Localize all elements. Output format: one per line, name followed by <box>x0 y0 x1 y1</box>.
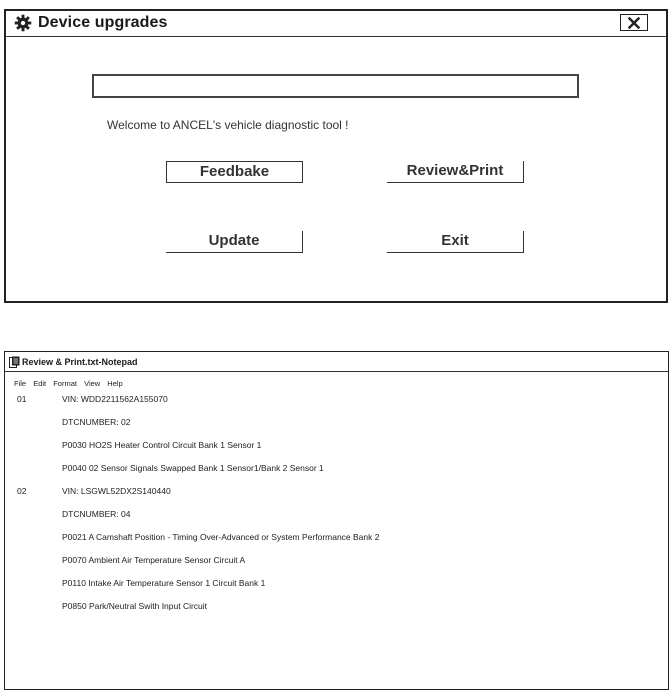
device-upgrades-window <box>4 9 668 303</box>
text-line <box>5 509 668 523</box>
gear-icon <box>14 14 32 32</box>
text-line <box>5 555 668 569</box>
line-text: P0021 A Camshaft Position - Timing Over-Advanced or System Performance Bank 2 <box>62 532 380 542</box>
line-text: P0110 Intake Air Temperature Sensor 1 Circuit Bank 1 <box>62 578 266 588</box>
close-button[interactable] <box>620 14 648 31</box>
menu-view[interactable]: View <box>84 379 101 388</box>
notepad-titlebar <box>5 352 668 372</box>
line-text: VIN: WDD2211562A155070 <box>62 394 168 404</box>
notepad-title: Review & Print.txt-Notepad <box>22 357 138 367</box>
update-button[interactable]: Update <box>166 231 303 253</box>
text-line <box>5 486 668 500</box>
menu-bar <box>14 379 128 388</box>
line-text: DTCNUMBER: 04 <box>62 509 131 519</box>
line-text: P0070 Ambient Air Temperature Sensor Circuit A <box>62 555 246 565</box>
text-line <box>5 440 668 454</box>
text-line <box>5 532 668 546</box>
line-text: P0850 Park/Neutral Swith Input Circuit <box>62 601 208 611</box>
line-number: 02 <box>17 486 27 496</box>
line-number: 01 <box>17 394 27 404</box>
status-input[interactable] <box>92 74 579 98</box>
menu-file[interactable]: File <box>14 379 27 388</box>
line-text: P0030 HO2S Heater Control Circuit Bank 1 Sensor 1 <box>62 440 262 450</box>
notepad-icon <box>9 356 20 368</box>
line-text: P0040 02 Sensor Signals Swapped Bank 1 Sensor1/Bank 2 Sensor 1 <box>62 463 324 473</box>
menu-edit[interactable]: Edit <box>33 379 47 388</box>
text-line <box>5 417 668 431</box>
menu-format[interactable]: Format <box>53 379 77 388</box>
text-line <box>5 394 668 408</box>
close-icon <box>628 17 640 29</box>
menu-help[interactable]: Help <box>107 379 123 388</box>
exit-button[interactable]: Exit <box>387 231 524 253</box>
notepad-window <box>4 351 669 690</box>
line-text: VIN: LSGWL52DX2S140440 <box>62 486 171 496</box>
text-line <box>5 601 668 615</box>
welcome-text: Welcome to ANCEL's vehicle diagnostic tool ! <box>107 118 349 132</box>
window-title: Device upgrades <box>38 14 168 31</box>
feedback-button[interactable]: Feedbake <box>166 161 303 183</box>
line-text: DTCNUMBER: 02 <box>62 417 131 427</box>
text-line <box>5 463 668 477</box>
text-line <box>5 578 668 592</box>
review-print-button[interactable]: Review&Print <box>387 161 524 183</box>
device-upgrades-titlebar <box>6 11 666 37</box>
